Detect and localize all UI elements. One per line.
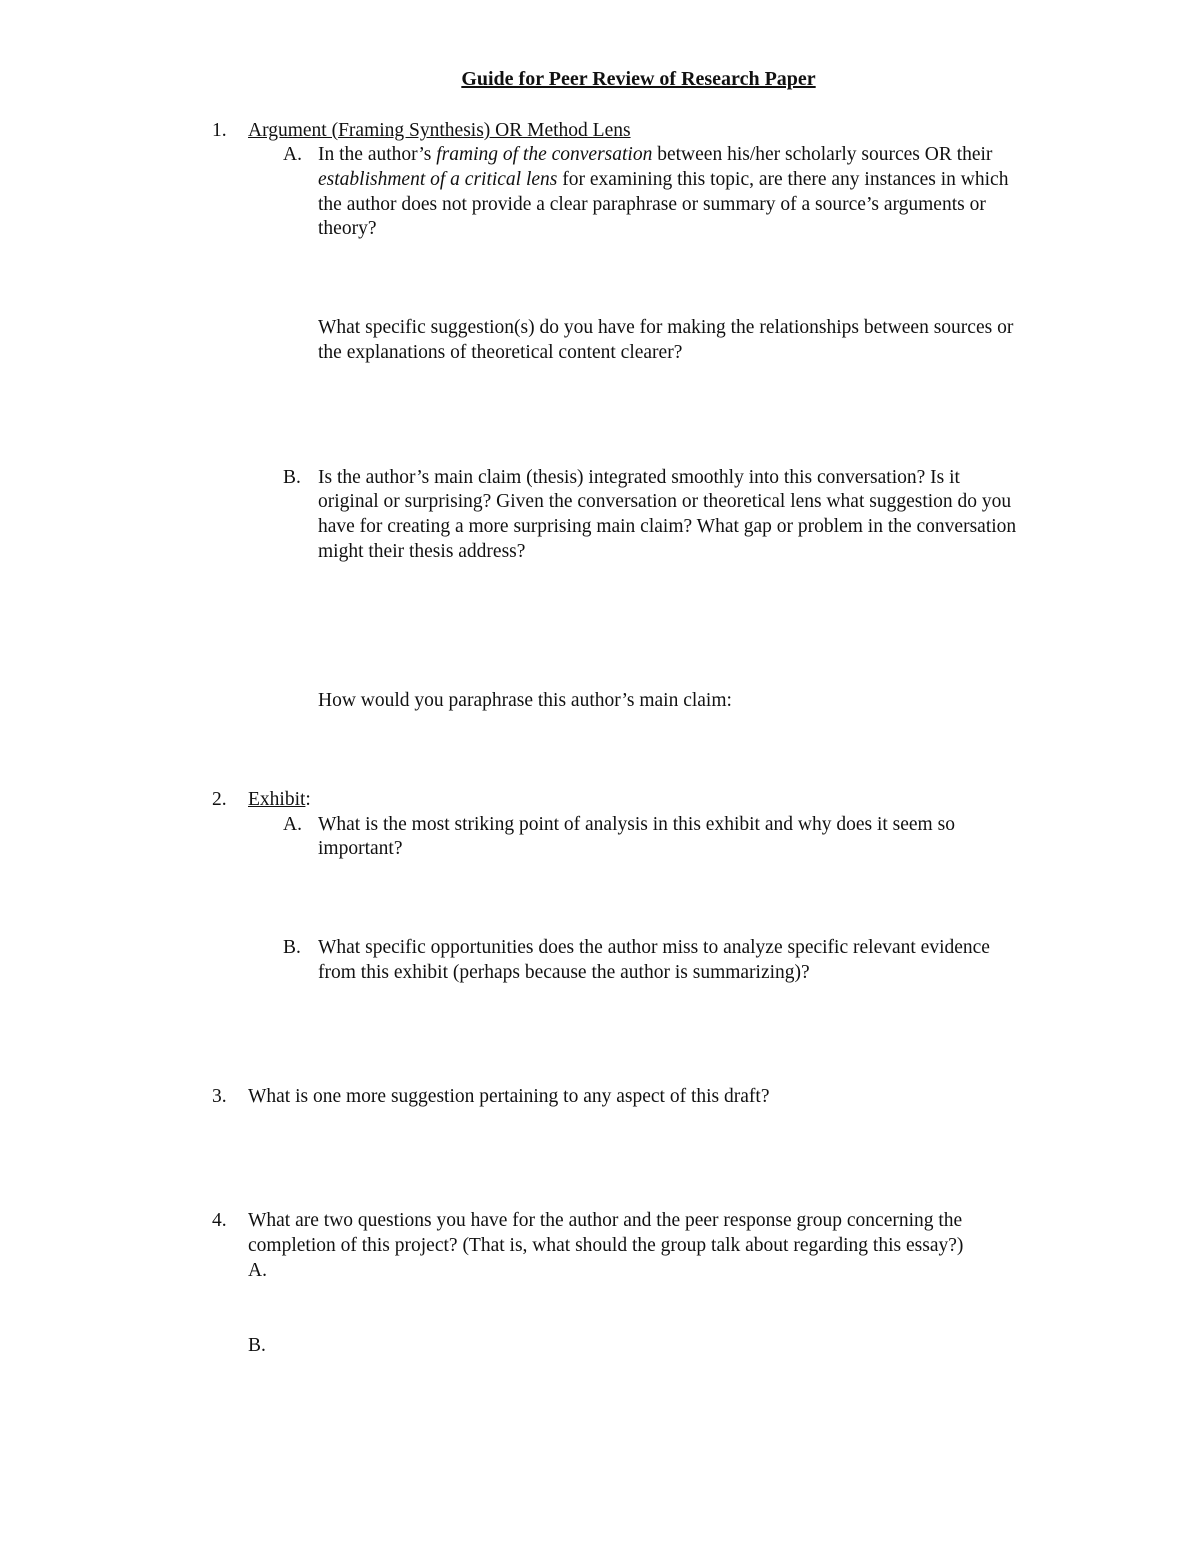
item-3-line-1: What is one more suggestion pertaining to any aspect of this draft? xyxy=(248,1086,770,1107)
item-1a-followup-line-2: the explanations of theoretical content clearer? xyxy=(318,342,683,363)
item-2a-line-1: What is the most striking point of analysis in this exhibit and why does it seem so xyxy=(318,814,955,835)
item-1a-letter: A. xyxy=(283,144,302,165)
item-4-line-1: What are two questions you have for the author and the peer response group concerning the xyxy=(248,1210,963,1231)
item-1a-followup-line-1: What specific suggestion(s) do you have for making the relationships between sources or xyxy=(318,317,1014,338)
document-title: Guide for Peer Review of Research Paper xyxy=(461,68,816,90)
item-2-number: 2. xyxy=(212,789,227,810)
item-4-answer-a: A. xyxy=(248,1260,267,1281)
item-1b-letter: B. xyxy=(283,467,301,488)
item-2a-letter: A. xyxy=(283,814,302,835)
item-3-number: 3. xyxy=(212,1086,227,1107)
framing-emphasis: framing of the conversation xyxy=(436,144,653,165)
item-2b-line-2: from this exhibit (perhaps because the author is summarizing)? xyxy=(318,962,810,983)
item-4-line-2: completion of this project? (That is, what should the group talk about regarding this essay?) xyxy=(248,1235,964,1256)
item-1b-line-2: original or surprising? Given the conversation or theoretical lens what suggestion do you xyxy=(318,491,1012,512)
item-1a-line-1: In the author’s framing of the conversation between his/her scholarly sources OR their xyxy=(318,144,993,165)
item-1-heading: Argument (Framing Synthesis) OR Method Lens xyxy=(248,120,631,141)
item-4-number: 4. xyxy=(212,1210,227,1231)
item-2a-line-2: important? xyxy=(318,838,403,859)
item-2-heading: Exhibit: xyxy=(248,789,311,810)
item-1a-line-3: the author does not provide a clear paraphrase or summary of a source’s arguments or xyxy=(318,194,986,215)
lens-emphasis: establishment of a critical lens xyxy=(318,169,558,190)
item-2b-line-1: What specific opportunities does the author miss to analyze specific relevant evidence xyxy=(318,937,990,958)
item-4-answer-b: B. xyxy=(248,1335,266,1356)
item-1b-line-1: Is the author’s main claim (thesis) integrated smoothly into this conversation? Is it xyxy=(318,467,960,488)
item-1a-line-2: establishment of a critical lens for examining this topic, are there any instances in which xyxy=(318,169,1009,190)
item-1-number: 1. xyxy=(212,120,227,141)
item-2b-letter: B. xyxy=(283,937,301,958)
item-1b-line-4: might their thesis address? xyxy=(318,541,526,562)
item-1a-line-4: theory? xyxy=(318,218,377,239)
item-1b-followup: How would you paraphrase this author’s main claim: xyxy=(318,690,732,711)
item-1b-line-3: have for creating a more surprising main claim? What gap or problem in the conversation xyxy=(318,516,1017,537)
